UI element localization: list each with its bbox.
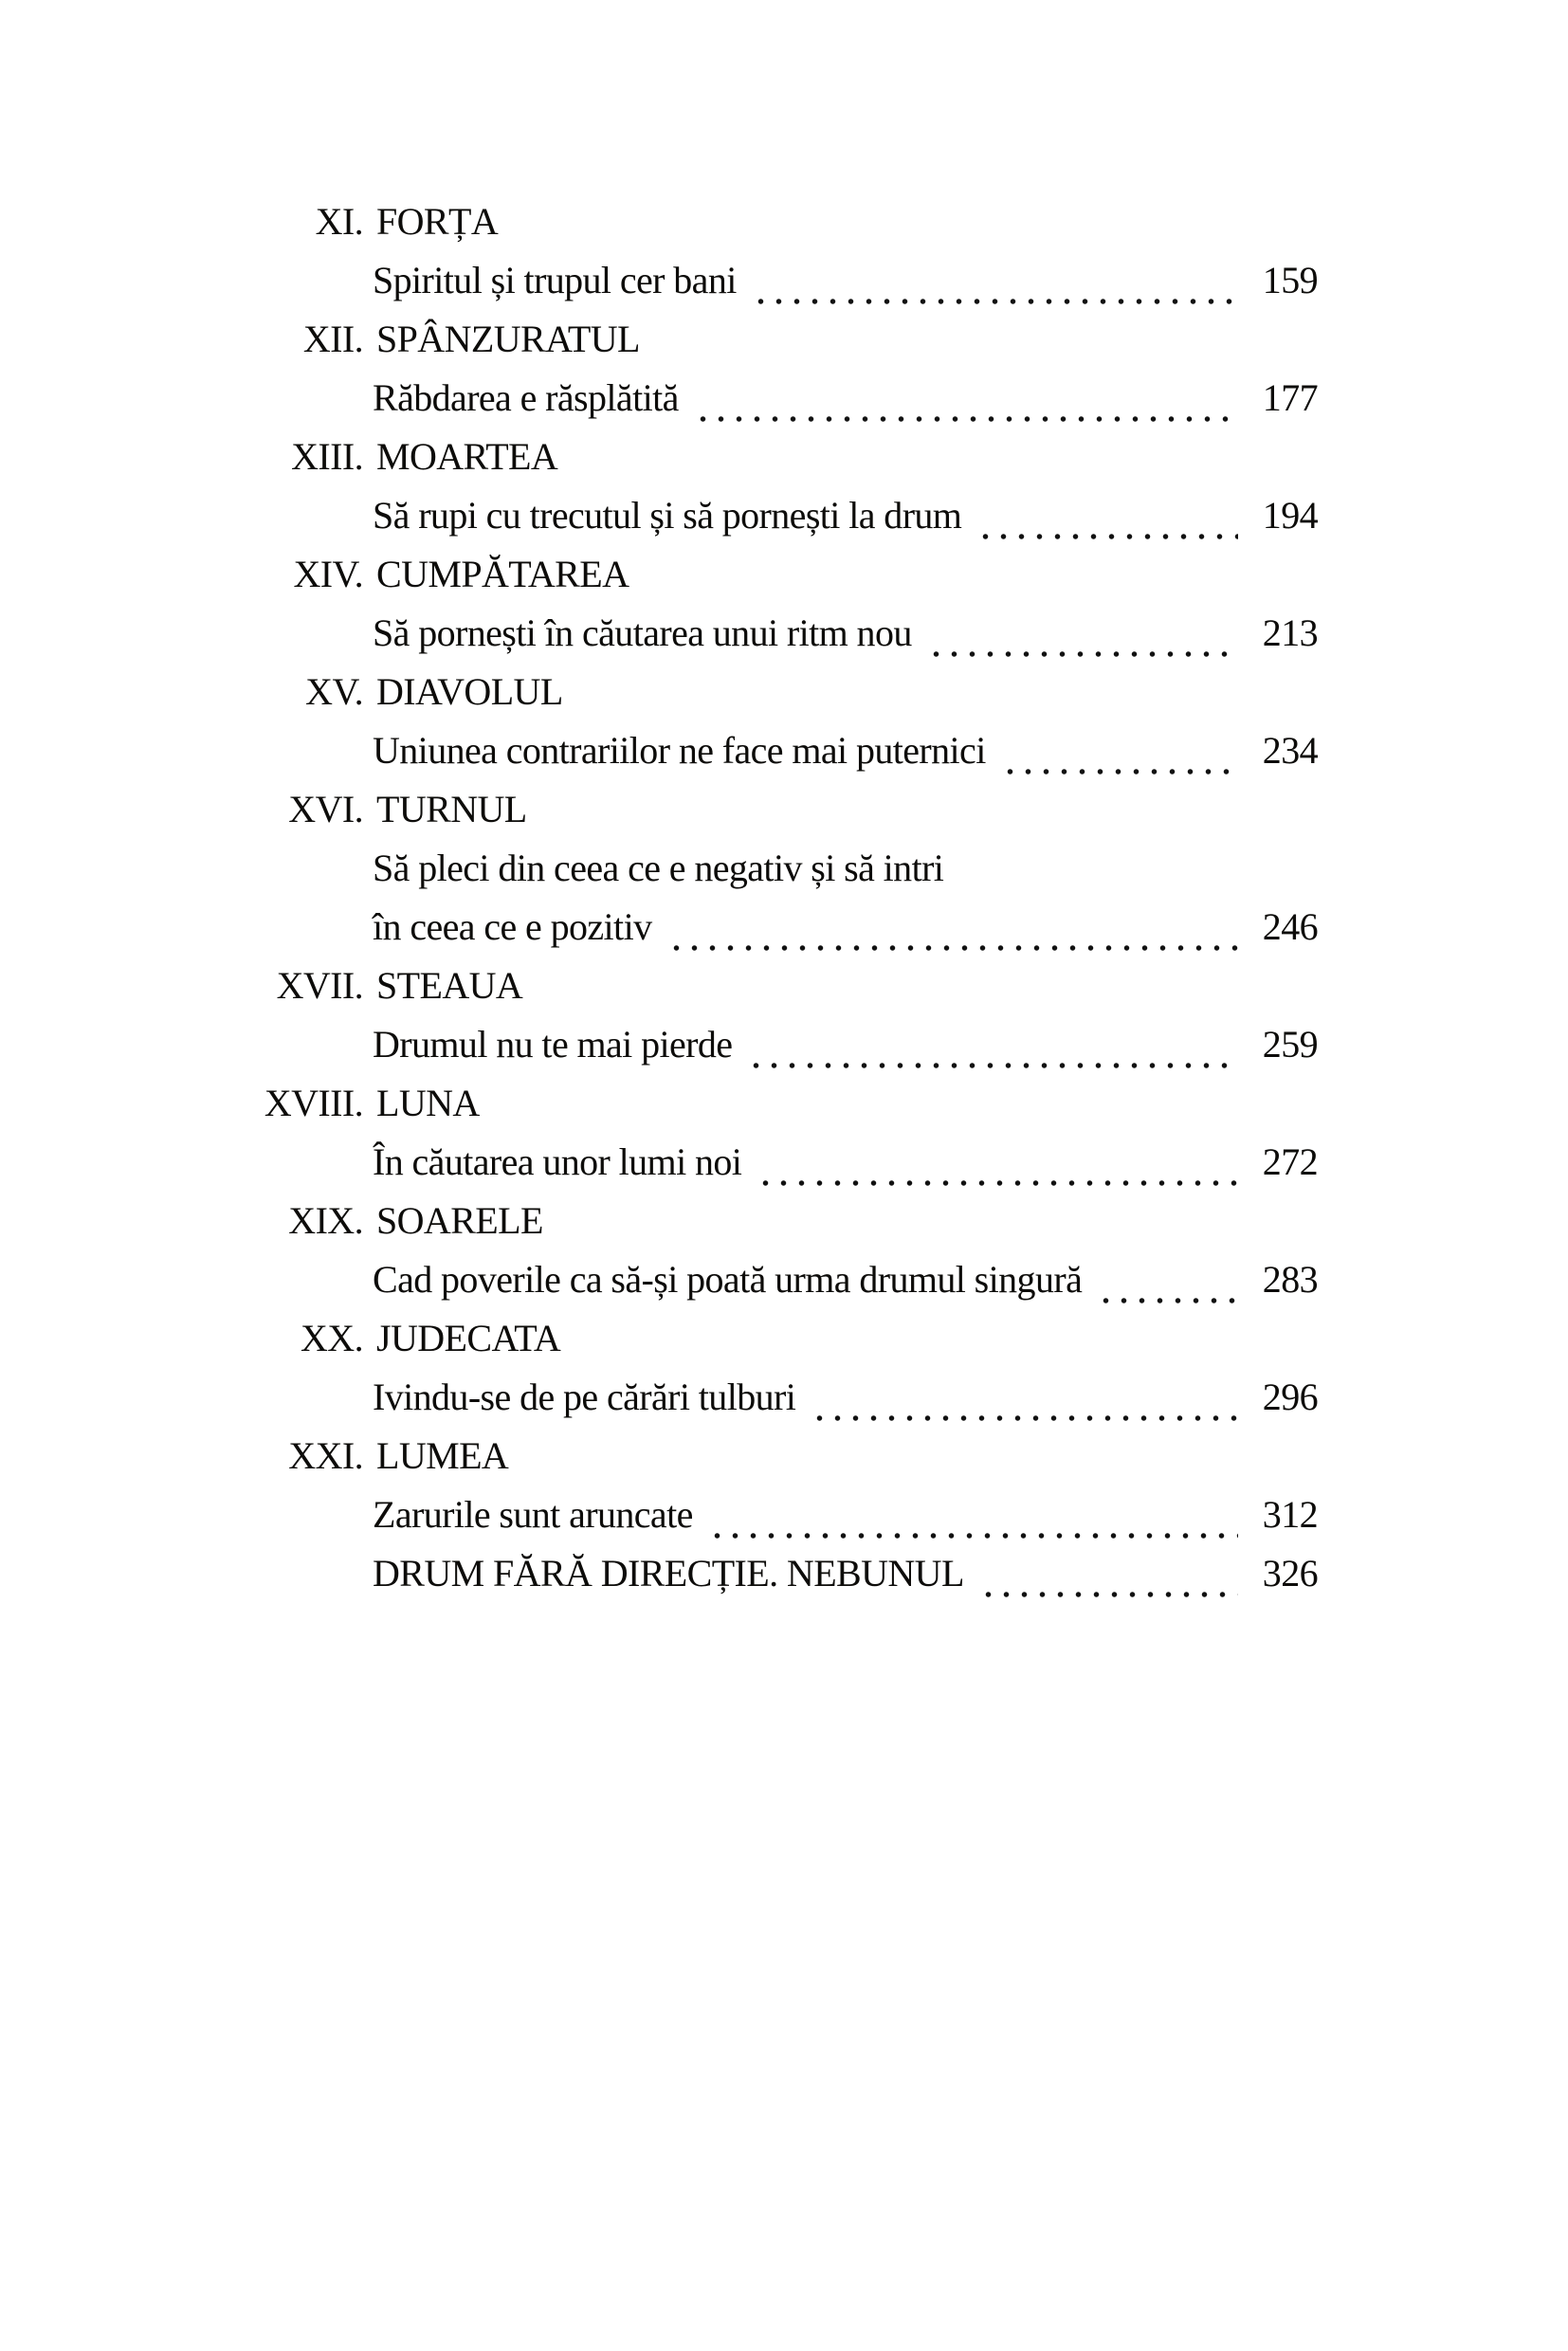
- chapter-title: JUDECATA: [376, 1317, 561, 1359]
- chapter-numeral: XVII.: [276, 964, 363, 1007]
- chapter-numeral: XIII.: [291, 435, 363, 478]
- chapter-title: FORȚA: [376, 200, 499, 243]
- chapter-subtitle: Să pleci din ceea ce e negativ și să intri: [373, 847, 944, 889]
- toc-entry-title-row: [133, 1433, 1318, 1492]
- chapter-subtitle: Răbdarea e răsplătită: [373, 376, 679, 419]
- chapter-title: CUMPĂTAREA: [376, 553, 629, 595]
- page-number: 283: [1262, 1258, 1318, 1301]
- toc-entry-title-row: [133, 1081, 1318, 1139]
- toc-final-entry-row: [133, 1551, 1318, 1610]
- chapter-numeral: XVI.: [288, 788, 363, 830]
- chapter-subtitle: Să pornești în căutarea unui ritm nou: [373, 611, 912, 654]
- chapter-numeral: XIV.: [293, 553, 363, 595]
- chapter-subtitle: Drumul nu te mai pierde: [373, 1023, 733, 1066]
- page-number: 326: [1262, 1552, 1318, 1595]
- dot-leader: [741, 1062, 1238, 1069]
- page-number: 246: [1262, 905, 1318, 948]
- dot-leader: [1091, 1297, 1238, 1304]
- chapter-subtitle: Zarurile sunt aruncate: [373, 1493, 693, 1536]
- dot-leader: [921, 650, 1238, 658]
- page-number: 272: [1262, 1140, 1318, 1183]
- final-entry-title: DRUM FĂRĂ DIRECȚIE. NEBUNUL: [373, 1552, 964, 1595]
- toc-entry-subtitle-row: [133, 258, 1318, 317]
- page-number: 312: [1262, 1493, 1318, 1536]
- chapter-title: MOARTEA: [376, 435, 558, 478]
- toc-entry-title-row: [133, 963, 1318, 1022]
- dot-leader: [751, 1179, 1238, 1187]
- dot-leader: [971, 533, 1238, 540]
- chapter-title: DIAVOLUL: [376, 670, 563, 713]
- page-number: 194: [1262, 494, 1318, 537]
- chapter-subtitle: Uniunea contrariilor ne face mai puternici: [373, 729, 986, 772]
- chapter-subtitle: Cad poverile ca să-și poată urma drumul singură: [373, 1258, 1083, 1301]
- toc-entry-subtitle-row: [133, 611, 1318, 669]
- page-number: 234: [1262, 729, 1318, 772]
- chapter-subtitle: În căutarea unor lumi noi: [373, 1140, 742, 1183]
- chapter-numeral: XIX.: [288, 1199, 363, 1242]
- page-number: 177: [1262, 376, 1318, 419]
- toc-entry-subtitle-row: [133, 1375, 1318, 1433]
- chapter-title: LUNA: [376, 1082, 480, 1124]
- toc-entry-subtitle-row: [133, 1492, 1318, 1551]
- chapter-title: TURNUL: [376, 788, 527, 830]
- toc-entry-title-row: [133, 552, 1318, 611]
- page-number: 296: [1262, 1376, 1318, 1418]
- dot-leader: [974, 1591, 1238, 1598]
- dot-leader: [995, 768, 1238, 775]
- page-number: 159: [1262, 259, 1318, 301]
- toc-entry-title-row: [133, 669, 1318, 728]
- chapter-numeral: XI.: [315, 200, 363, 243]
- chapter-subtitle: în ceea ce e pozitiv: [373, 905, 652, 948]
- toc-entry-subtitle-row: [133, 493, 1318, 552]
- chapter-numeral: XV.: [305, 670, 363, 713]
- toc-entry-subtitle-row: [133, 846, 1318, 904]
- toc-entry-title-row: [133, 317, 1318, 375]
- dot-leader: [805, 1414, 1238, 1422]
- chapter-subtitle: Spiritul și trupul cer bani: [373, 259, 737, 301]
- chapter-title: SOARELE: [376, 1199, 543, 1242]
- chapter-subtitle: Să rupi cu trecutul și să pornești la drum: [373, 494, 962, 537]
- toc-entry-title-row: [133, 199, 1318, 258]
- chapter-numeral: XVIII.: [264, 1082, 363, 1124]
- toc-entry-subtitle-row: [133, 1139, 1318, 1198]
- toc-entry-subtitle-row: [133, 904, 1318, 963]
- chapter-numeral: XII.: [302, 318, 363, 360]
- toc-entry-subtitle-row: [133, 1257, 1318, 1316]
- page-number: 259: [1262, 1023, 1318, 1066]
- chapter-numeral: XX.: [301, 1317, 363, 1359]
- toc-entry-title-row: [133, 434, 1318, 493]
- chapter-numeral: XXI.: [288, 1434, 363, 1477]
- table-of-contents: [133, 199, 1318, 1610]
- dot-leader: [662, 944, 1239, 952]
- dot-leader: [746, 298, 1238, 305]
- page-number: 213: [1262, 611, 1318, 654]
- toc-entry-subtitle-row: [133, 375, 1318, 434]
- chapter-title: STEAUA: [376, 964, 523, 1007]
- toc-entry-title-row: [133, 787, 1318, 846]
- chapter-title: LUMEA: [376, 1434, 509, 1477]
- dot-leader: [702, 1532, 1238, 1540]
- dot-leader: [688, 415, 1238, 423]
- toc-entry-title-row: [133, 1316, 1318, 1375]
- chapter-subtitle: Ivindu-se de pe cărări tulburi: [373, 1376, 796, 1418]
- toc-entry-subtitle-row: [133, 1022, 1318, 1081]
- toc-entry-subtitle-row: [133, 728, 1318, 787]
- chapter-title: SPÂNZURATUL: [376, 318, 640, 360]
- toc-entry-title-row: [133, 1198, 1318, 1257]
